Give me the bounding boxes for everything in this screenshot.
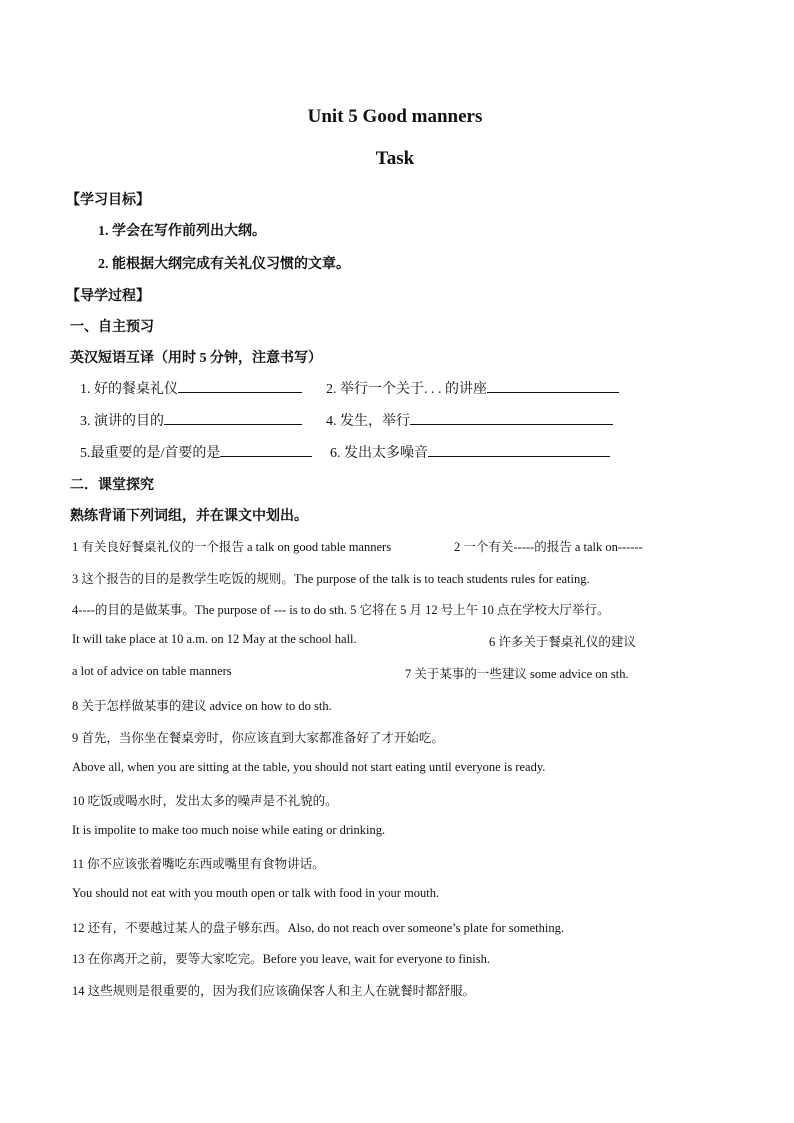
phrase-item: 2. 举行一个关于. . . 的讲座 [326,378,619,398]
phrase-line: 12 还有，不要越过某人的盘子够东西。Also, do not reach over someone’s plate for something. [72,921,564,935]
section-heading: 一、自主预习 [70,320,154,335]
phrase-item: 1. 好的餐桌礼仪 [80,378,302,398]
phrase-line: a lot of advice on table manners [72,664,232,678]
phrase-line: 7 关于某事的一些建议 some advice on sth. [405,667,629,681]
phrase-item: 3. 演讲的目的 [80,410,302,430]
phrase-line: 3 这个报告的目的是教学生吃饭的规则。The purpose of the talk is to teach students rules for eating. [72,572,590,586]
process-heading: 【导学过程】 [66,289,150,304]
answer-blank[interactable] [410,412,613,425]
phrase-line: 1 有关良好餐桌礼仪的一个报告 a talk on good table manners [72,540,392,554]
phrase-line: 10 吃饭或喝水时，发出太多的噪声是不礼貌的。 [72,794,338,808]
phrase-line: You should not eat with you mouth open or talk with food in your mouth. [72,886,440,900]
phrase-line: It will take place at 10 a.m. on 12 May at the school hall. [72,632,357,646]
phrase-line: 11 你不应该张着嘴吃东西或嘴里有食物讲话。 [72,857,325,871]
instruction: 英汉短语互译（用时 5 分钟，注意书写） [70,351,322,366]
phrase-line: 8 关于怎样做某事的建议 advice on how to do sth. [72,699,332,713]
phrase-line: 9 首先，当你坐在餐桌旁时，你应该直到大家都准备好了才开始吃。 [72,731,444,745]
phrase-line: 4----的目的是做某事。The purpose of --- is to do sth. 5 它将在 5 月 12 号上午 10 点在学校大厅举行。 [72,603,610,617]
answer-blank[interactable] [428,444,610,457]
objective-item: 2. 能根据大纲完成有关礼仪习惯的文章。 [98,257,350,272]
phrase-item: 6. 发出太多噪音 [330,442,610,462]
phrase-line: 2 一个有关-----的报告 a talk on------ [454,540,643,554]
answer-blank[interactable] [487,380,619,393]
section-heading: 二．课堂探究 [70,478,154,493]
answer-blank[interactable] [178,380,302,393]
phrase-line: 6 许多关于餐桌礼仪的建议 [489,635,636,649]
phrase-line: Above all, when you are sitting at the table, you should not start eating until everyone is ready. [72,760,546,774]
phrase-item: 4. 发生，举行 [326,410,613,430]
phrase-line: It is impolite to make too much noise while eating or drinking. [72,823,386,837]
objective-item: 1. 学会在写作前列出大纲。 [98,224,266,239]
page-subtitle: Task [375,148,415,169]
phrase-line: 13 在你离开之前，要等大家吃完。Before you leave, wait for everyone to finish. [72,952,490,966]
phrase-item: 5.最重要的是/首要的是 [80,442,312,462]
answer-blank[interactable] [164,412,302,425]
answer-blank[interactable] [220,444,312,457]
phrase-line: 14 这些规则是很重要的，因为我们应该确保客人和主人在就餐时都舒服。 [72,984,476,998]
page-title: Unit 5 Good manners [307,106,483,127]
objectives-heading: 【学习目标】 [66,193,150,208]
instruction: 熟练背诵下列词组，并在课文中划出。 [70,509,308,524]
